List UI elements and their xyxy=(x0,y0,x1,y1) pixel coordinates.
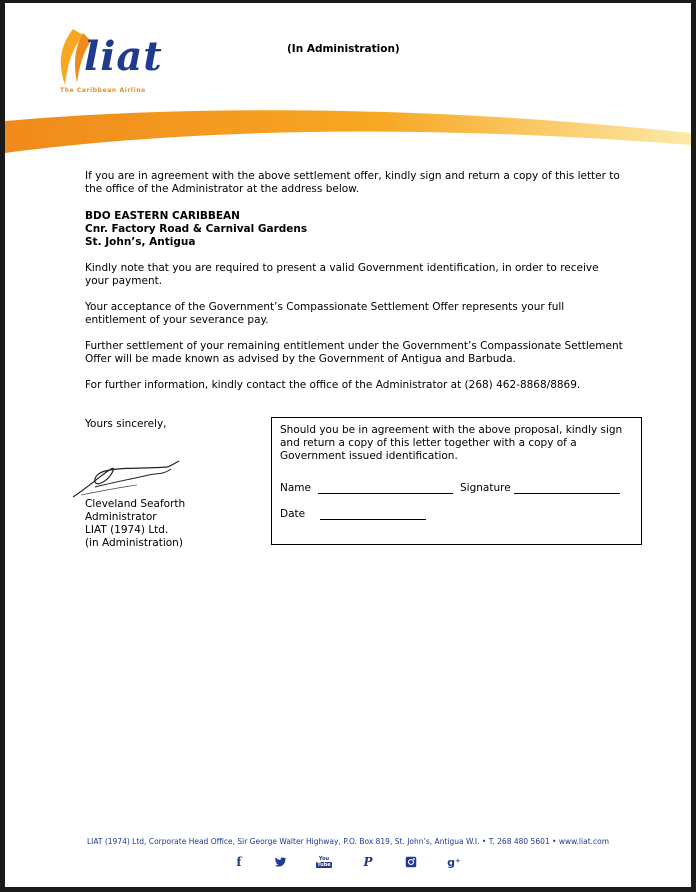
signatory-status: (in Administration) xyxy=(85,537,183,549)
paragraph-identification: Kindly note that you are required to present a valid Government identification, in order to receive your payment. xyxy=(85,262,599,287)
instagram-icon[interactable] xyxy=(404,855,418,869)
date-label: Date xyxy=(280,508,306,520)
pinterest-icon[interactable]: P xyxy=(363,855,373,869)
address-line-2: Cnr. Factory Road & Carnival Gardens xyxy=(85,223,308,235)
signatory-company: LIAT (1974) Ltd. xyxy=(85,524,169,536)
date-field[interactable] xyxy=(320,519,426,520)
paragraph-agreement: If you are in agreement with the above settlement offer, kindly sign and return a copy of this letter to the office of the Administrator at the address below. xyxy=(85,170,620,195)
name-field[interactable] xyxy=(318,493,453,494)
acknowledgement-instructions: Should you be in agreement with the above proposal, kindly sign and return a copy of this letter together with a copy of a Government issued identification. xyxy=(280,424,623,462)
letter-page xyxy=(5,3,691,887)
logo-tagline: The Caribbean Airline xyxy=(60,87,146,94)
header-swoosh xyxy=(5,103,691,159)
google-plus-icon[interactable]: g⁺ xyxy=(447,855,461,869)
acknowledgement-box xyxy=(271,417,642,545)
address-line-1: BDO EASTERN CARIBBEAN xyxy=(85,210,240,222)
paragraph-contact: For further information, kindly contact the office of the Administrator at (268) 462-8868/8869. xyxy=(85,379,581,391)
logo-wordmark: liat xyxy=(84,33,163,80)
paragraph-further-settlement: Further settlement of your remaining entitlement under the Government’s Compassionate Settlement Offer will be made known as advised by the Government of Antigua and Barbuda. xyxy=(85,340,623,365)
signatory-name: Cleveland Seaforth xyxy=(85,498,186,510)
signature-label: Signature xyxy=(460,482,511,494)
paragraph-acceptance: Your acceptance of the Government’s Compassionate Settlement Offer represents your full entitlement of your severance pay. xyxy=(85,301,565,326)
handwritten-signature xyxy=(71,457,183,501)
twitter-icon[interactable] xyxy=(273,855,287,869)
facebook-icon[interactable]: f xyxy=(236,855,242,869)
closing: Yours sincerely, xyxy=(85,418,167,430)
address-line-3: St. John’s, Antigua xyxy=(85,236,196,248)
signatory-title: Administrator xyxy=(85,511,157,523)
signature-field[interactable] xyxy=(514,493,620,494)
header-administration-note: (In Administration) xyxy=(287,43,400,55)
name-label: Name xyxy=(280,482,311,494)
youtube-icon[interactable]: You Tube xyxy=(317,856,331,868)
footer-address: LIAT (1974) Ltd, Corporate Head Office, Sir George Walter Highway, P.O. Box 819, St. John’s, Antigua W.I. • T. 268 480 5601 • www.liat.com xyxy=(86,837,610,846)
